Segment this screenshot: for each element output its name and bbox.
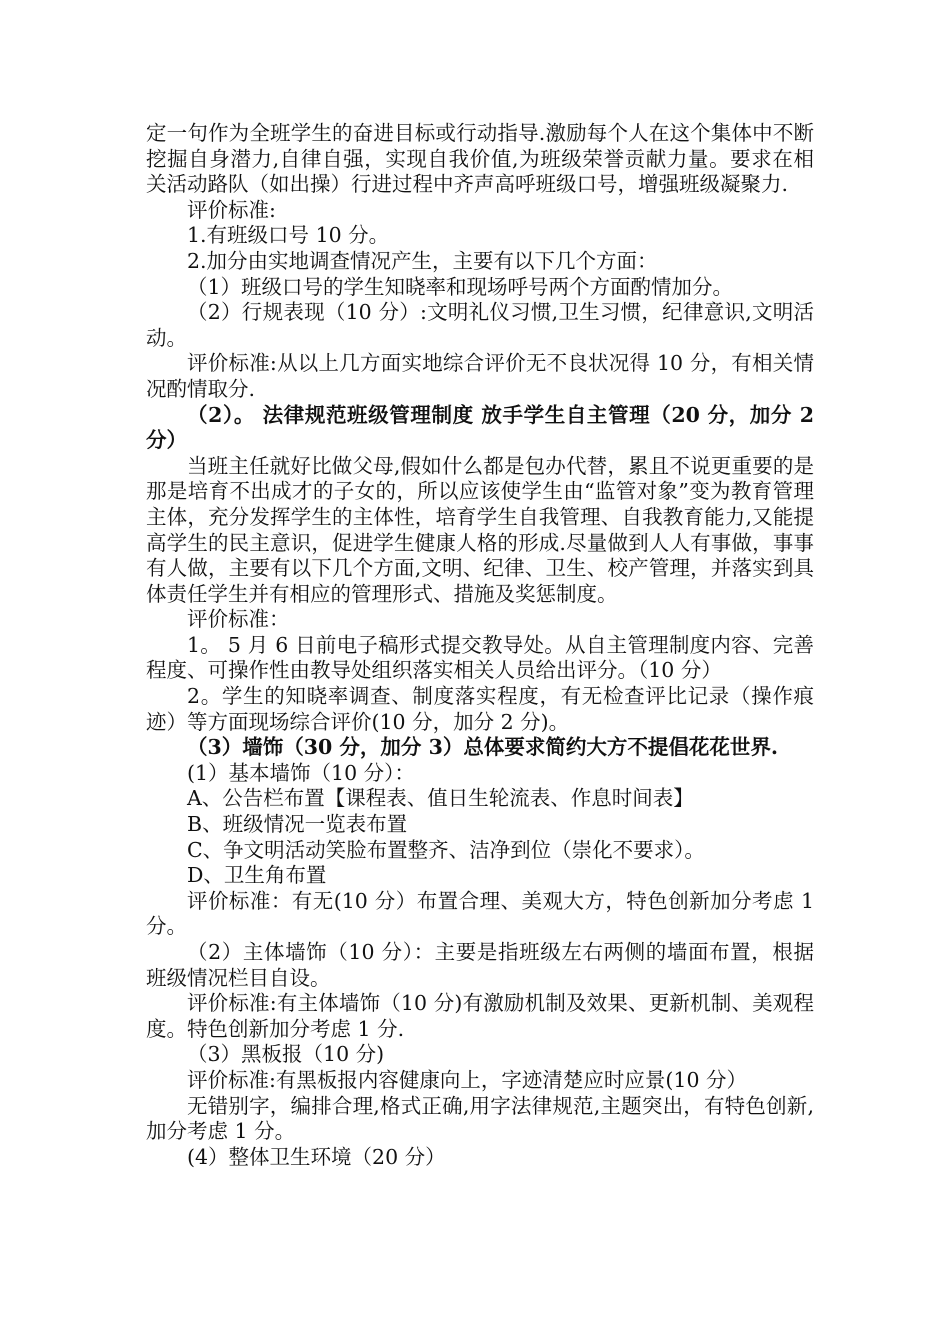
paragraph: （1）班级口号的学生知晓率和现场呼号两个方面酌情加分。 xyxy=(187,274,734,299)
paragraph: 1。 5 月 6 日前电子稿形式提交教导处。从自主管理制度内容、完善程度、可操作性由教导处组织落实相关人员给出评分。（10 分） xyxy=(146,632,814,683)
paragraph: 定一句作为全班学生的奋进目标或行动指导.激励每个人在这个集体中不断挖掘自身潜力,自律自强，实现自我价值,为班级荣誉贡献力量。要求在相关活动路队（如出操）行进过程中齐声高呼班级口号，增强班级凝聚力. xyxy=(146,121,814,197)
paragraph: A、公告栏布置【课程表、值日生轮流表、作息时间表】 xyxy=(187,786,694,811)
paragraph: （2）行规表现（10 分）:文明礼仪习惯,卫生习惯，纪律意识,文明活动。 xyxy=(146,300,814,350)
paragraph: 评价标准:有主体墙饰（10 分)有激励机制及效果、更新机制、美观程度。特色创新加分考虑 1 分. xyxy=(146,991,814,1041)
section-heading: （2）。 法律规范班级管理制度 放手学生自主管理（20 分，加分 2 分） xyxy=(146,402,814,453)
paragraph: 无错别字，编排合理,格式正确,用字法律规范,主题突出，有特色创新,加分考虑 1 分。 xyxy=(146,1093,814,1144)
paragraph: 当班主任就好比做父母,假如什么都是包办代替，累且不说更重要的是那是培育不出成才的子女的，所以应该使学生由“监管对象”变为教育管理主体，充分发挥学生的主体性，培育学生自我管理、自我教育能力,又能提高学生的民主意识，促进学生健康人格的形成.尽量做到人人有事做，事事有人做，主要有以下几个方面,文明、纪律、卫生、校产管理，并落实到具体责任学生并有相应的管理形式、措施及奖惩制度。 xyxy=(146,453,814,606)
paragraph: （3）黑板报（10 分) xyxy=(187,1042,385,1067)
paragraph: 评价标准： xyxy=(187,607,290,632)
paragraph: （2）主体墙饰（10 分）：主要是指班级左右两侧的墙面布置，根据班级情况栏目自设。 xyxy=(146,940,814,990)
paragraph: 评价标准: xyxy=(187,197,276,222)
paragraph: (4）整体卫生环境（20 分） xyxy=(187,1144,446,1169)
paragraph: B、班级情况一览表布置 xyxy=(187,812,408,837)
paragraph: D、卫生角布置 xyxy=(187,863,327,888)
paragraph: 评价标准:从以上几方面实地综合评价无不良状况得 10 分，有相关情况酌情取分. xyxy=(146,351,814,401)
paragraph: 2。学生的知晓率调查、制度落实程度，有无检查评比记录（操作痕迹）等方面现场综合评价(10 分，加分 2 分)。 xyxy=(146,684,814,734)
section-heading: （3）墙饰（30 分，加分 3）总体要求简约大方不提倡花花世界. xyxy=(187,735,778,760)
paragraph: 评价标准：有无(10 分）布置合理、美观大方，特色创新加分考虑 1 分。 xyxy=(146,888,814,939)
paragraph: 评价标准:有黑板报内容健康向上，字迹清楚应时应景(10 分） xyxy=(187,1067,748,1092)
paragraph: 1.有班级口号 10 分。 xyxy=(187,223,390,248)
paragraph: 2.加分由实地调查情况产生，主要有以下几个方面： xyxy=(187,248,658,273)
document-body xyxy=(146,121,814,1170)
paragraph: C、争文明活动笑脸布置整齐、洁净到位（崇化不要求）。 xyxy=(187,837,705,862)
paragraph: (1）基本墙饰（10 分）： xyxy=(187,760,415,785)
